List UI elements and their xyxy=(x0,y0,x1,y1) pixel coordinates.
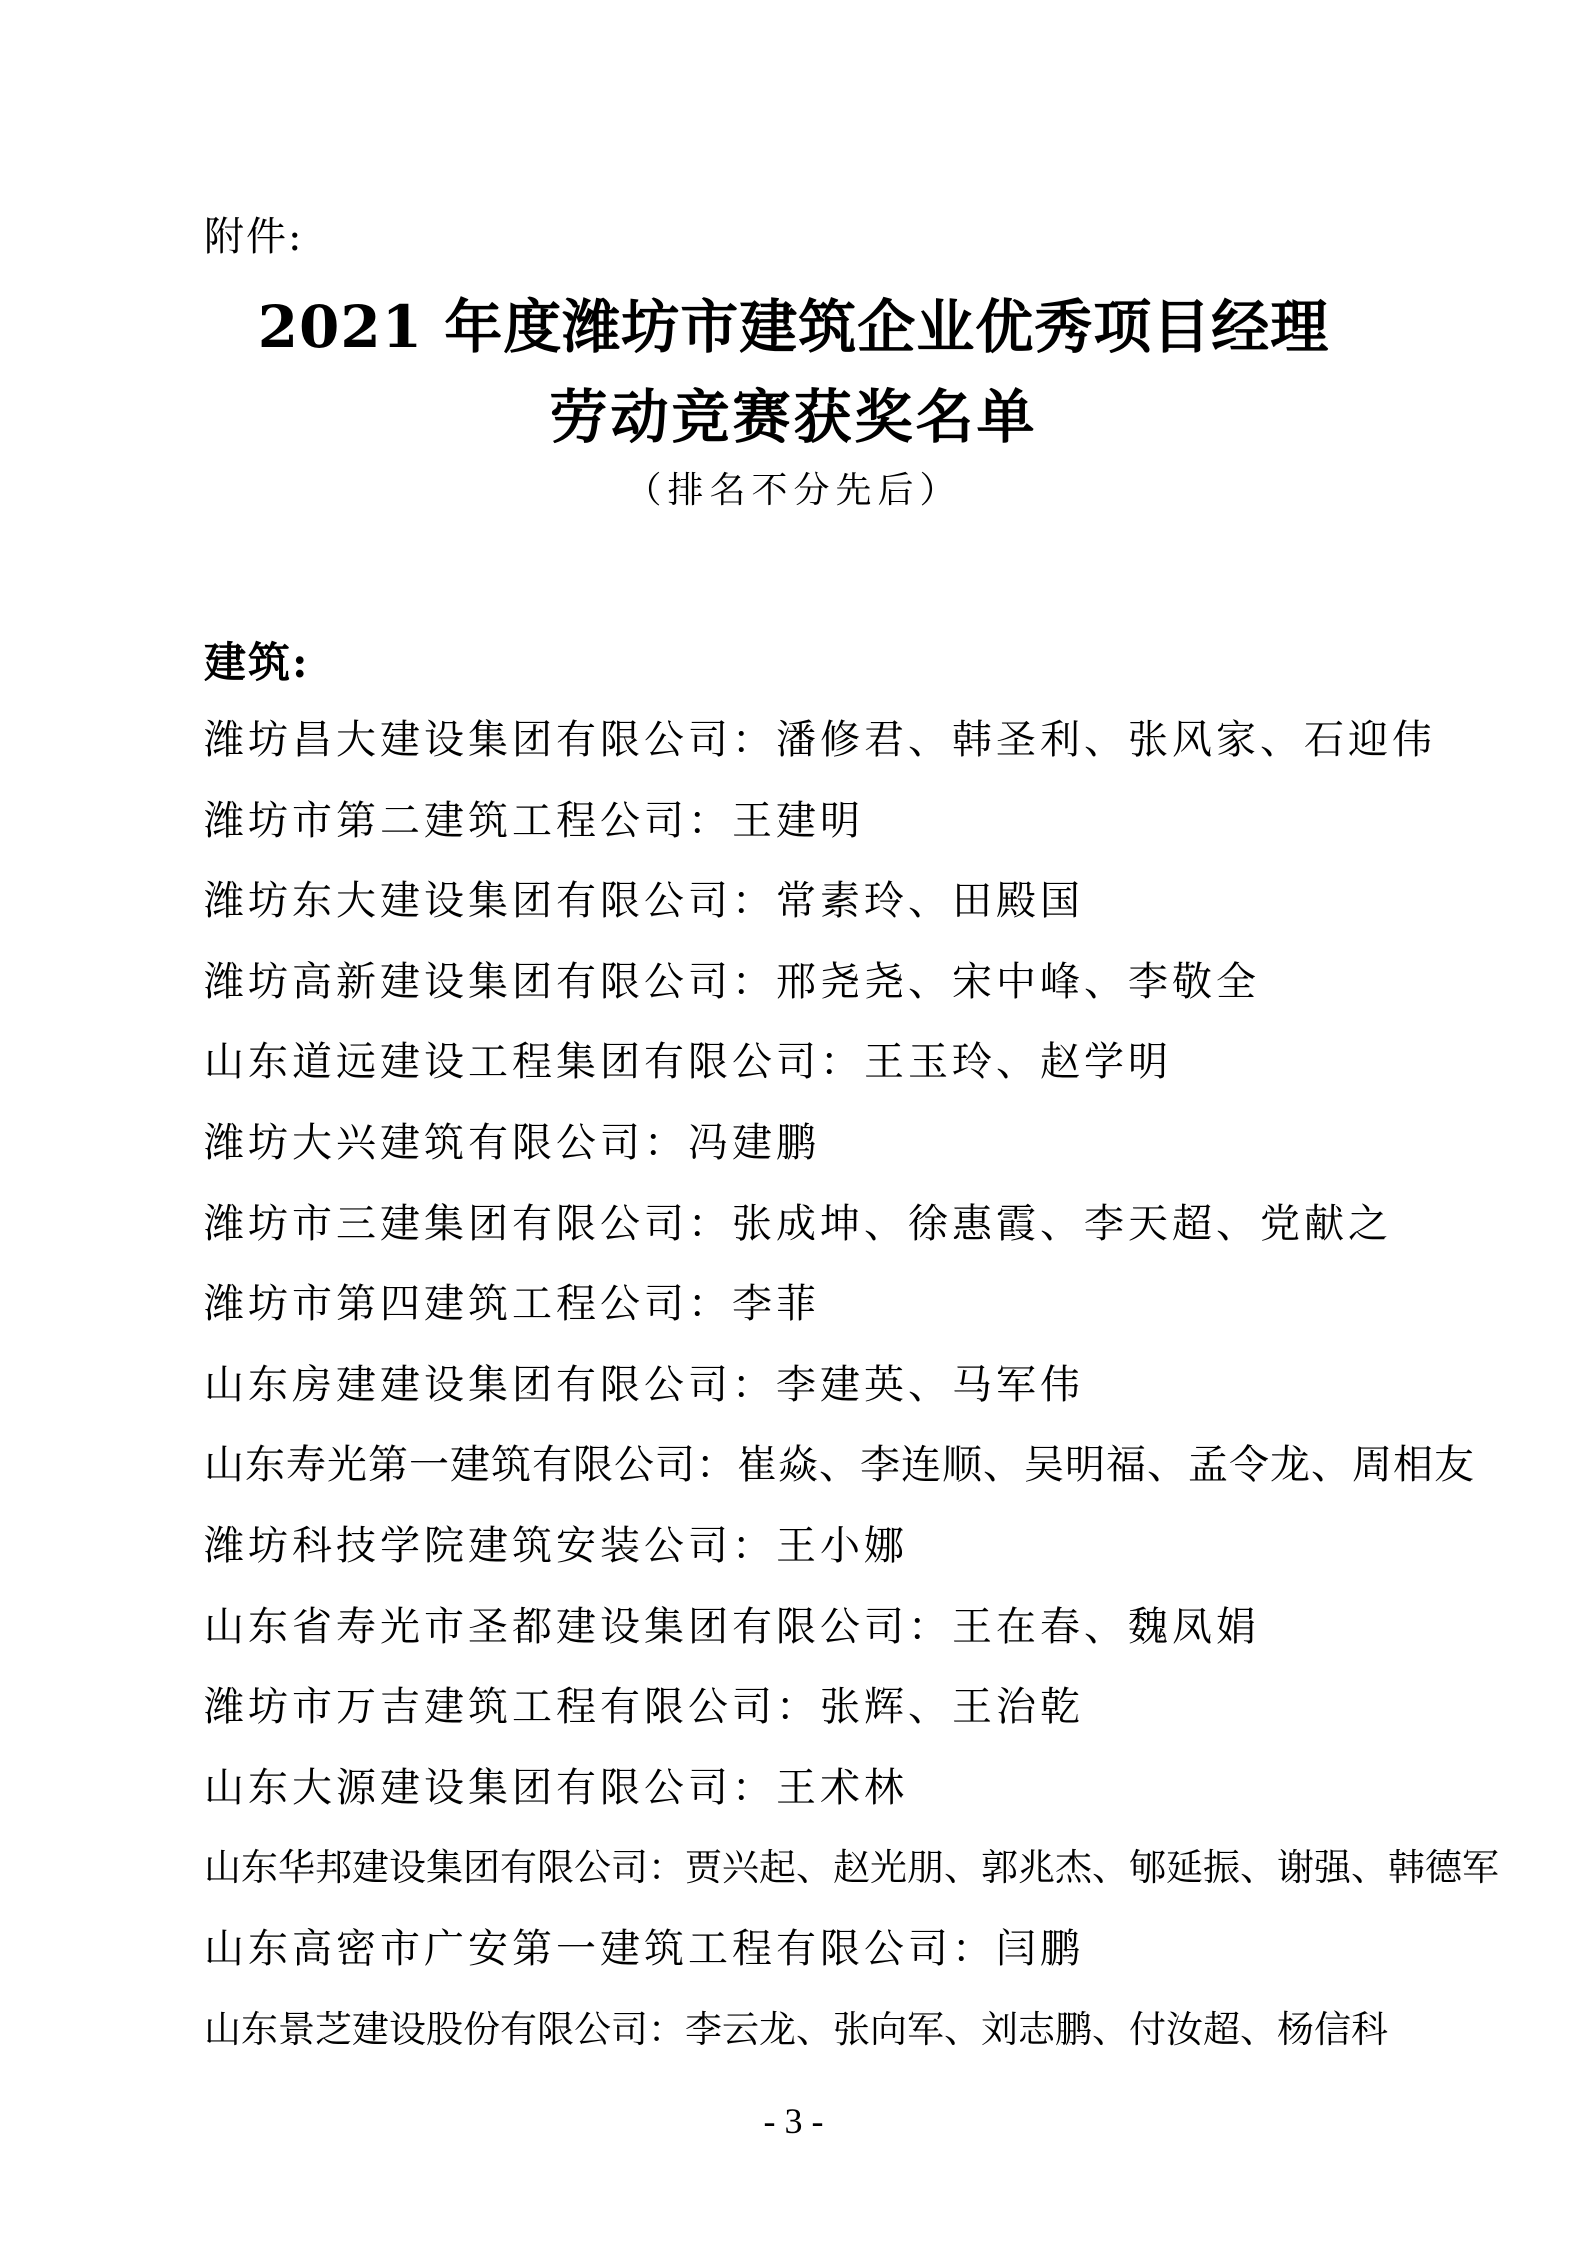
list-item: 潍坊市第四建筑工程公司：李菲 xyxy=(204,1281,820,1328)
document-title-line-1: 2021 年度潍坊市建筑企业优秀项目经理 xyxy=(257,293,1330,361)
list-item: 山东景芝建设股份有限公司：李云龙、张向军、刘志鹏、付汝超、杨信科 xyxy=(204,2007,1388,2051)
section-heading-construction: 建筑: xyxy=(204,638,310,687)
award-list xyxy=(204,712,1499,2082)
list-item: 山东大源建设集团有限公司：王术林 xyxy=(204,1764,908,1811)
list-item: 山东华邦建设集团有限公司：贾兴起、赵光朋、郭兆杰、郇延振、谢强、韩德军 xyxy=(204,1846,1499,1890)
list-item: 山东省寿光市圣都建设集团有限公司：王在春、魏凤娟 xyxy=(204,1603,1260,1650)
list-item: 潍坊科技学院建筑安装公司：王小娜 xyxy=(204,1522,908,1569)
list-item: 潍坊高新建设集团有限公司：邢尧尧、宋中峰、李敬全 xyxy=(204,958,1260,1005)
document-subtitle: （排名不分先后） xyxy=(625,470,962,511)
list-item: 潍坊市万吉建筑工程有限公司：张辉、王治乾 xyxy=(204,1684,1084,1731)
list-item: 山东道远建设工程集团有限公司：王玉玲、赵学明 xyxy=(204,1039,1172,1086)
list-item: 潍坊昌大建设集团有限公司：潘修君、韩圣利、张风家、石迎伟 xyxy=(204,717,1436,763)
list-item: 山东寿光第一建筑有限公司：崔焱、李连顺、吴明福、孟令龙、周相友 xyxy=(204,1442,1475,1489)
list-item: 山东高密市广安第一建筑工程有限公司：闫鹏 xyxy=(204,1925,1084,1972)
list-item: 潍坊大兴建筑有限公司：冯建鹏 xyxy=(204,1119,820,1166)
list-item: 潍坊市第二建筑工程公司：王建明 xyxy=(204,797,864,844)
attachment-label: 附件: xyxy=(204,214,304,260)
page-number: - 3 - xyxy=(763,2101,824,2141)
list-item: 潍坊东大建设集团有限公司：常素玲、田殿国 xyxy=(204,878,1084,925)
document-title-line-2: 劳动竞赛获奖名单 xyxy=(549,383,1038,451)
list-item: 潍坊市三建集团有限公司：张成坤、徐惠霞、李天超、党献之 xyxy=(204,1200,1392,1247)
list-item: 山东房建建设集团有限公司：李建英、马军伟 xyxy=(204,1361,1084,1408)
